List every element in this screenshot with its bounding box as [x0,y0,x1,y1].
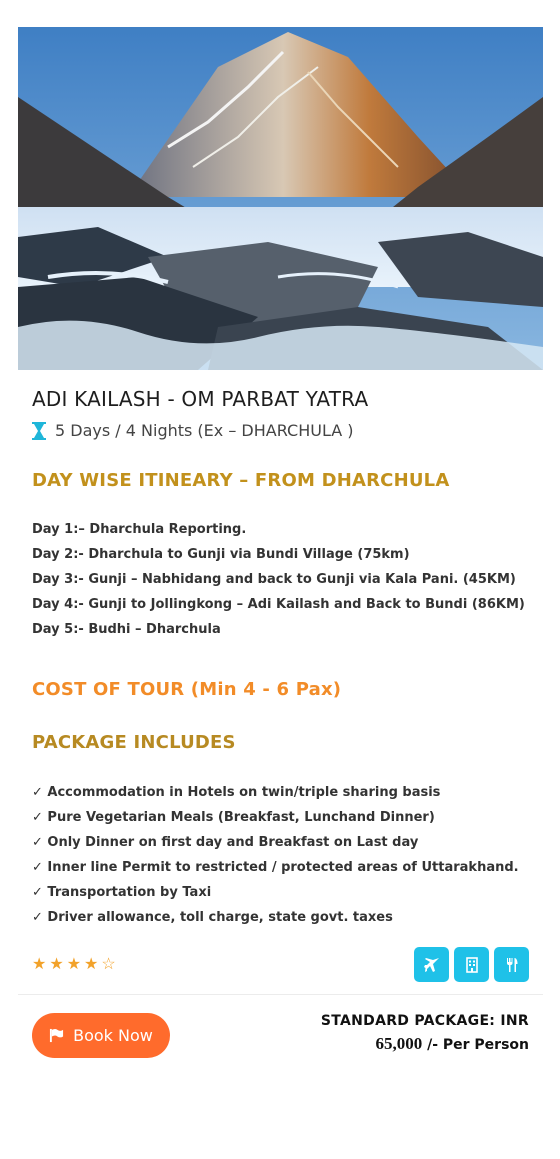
star-filled-icon: ★ [66,955,82,973]
price-block [321,1013,529,1054]
tour-title: ADI KAILASH - OM PARBAT YATRA [32,387,369,411]
list-item: ✓ Only Dinner on first day and Breakfast on Last day [32,835,419,850]
book-now-button[interactable] [32,1013,170,1058]
tour-duration [32,421,529,440]
flag-icon [49,1028,64,1043]
itinerary-list [32,517,529,642]
feature-icons [414,947,529,982]
plane-icon[interactable] [414,947,449,982]
list-item: ✓ Accommodation in Hotels on twin/triple sharing basis [32,785,441,800]
fork-knife-icon[interactable] [494,947,529,982]
itinerary-heading: DAY WISE ITINEARY – FROM DHARCHULA [32,470,450,491]
star-filled-icon: ★ [84,955,99,973]
cost-heading: COST OF TOUR (Min 4 - 6 Pax) [32,679,342,700]
list-item: ✓ Transportation by Taxi [32,885,212,900]
price-label: STANDARD PACKAGE: INR [320,1013,529,1029]
price-amount: 65,000 [375,1034,423,1053]
hotel-icon[interactable] [454,947,489,982]
list-item: ✓ Pure Vegetarian Meals (Breakfast, Lunchand Dinner) [32,810,435,825]
hourglass-icon [32,422,46,440]
booking-row [32,1013,529,1058]
list-item: Day 1:– Dharchula Reporting. [32,522,247,537]
list-item: Day 5:- Budhi – Dharchula [32,622,221,637]
list-item: Day 2:- Dharchula to Gunji via Bundi Village (75km) [32,547,410,562]
list-item: ✓ Inner line Permit to restricted / protected areas of Uttarakhand. [32,860,519,875]
duration-text: 5 Days / 4 Nights (Ex – DHARCHULA ) [55,421,354,440]
list-item: ✓ Driver allowance, toll charge, state govt. taxes [32,910,393,925]
star-filled-icon: ★ [49,955,64,973]
star-rating [32,957,116,973]
package-heading: PACKAGE INCLUDES [32,732,236,753]
list-item: Day 3:- Gunji – Nabhidang and back to Gunji via Kala Pani. (45KM) [32,572,516,587]
tour-card [18,27,543,1058]
book-now-label: Book Now [73,1026,153,1045]
price-line [321,1034,529,1054]
star-empty-icon: ☆ [101,955,116,973]
kailash-mountain-image [18,27,543,370]
price-suffix: /- Per Person [427,1037,529,1053]
star-filled-icon: ★ [32,955,47,973]
list-item: Day 4:- Gunji to Jollingkong – Adi Kailash and Back to Bundi (86KM) [32,597,525,612]
rating-row [32,947,529,982]
package-list [32,780,529,930]
divider [18,994,543,995]
